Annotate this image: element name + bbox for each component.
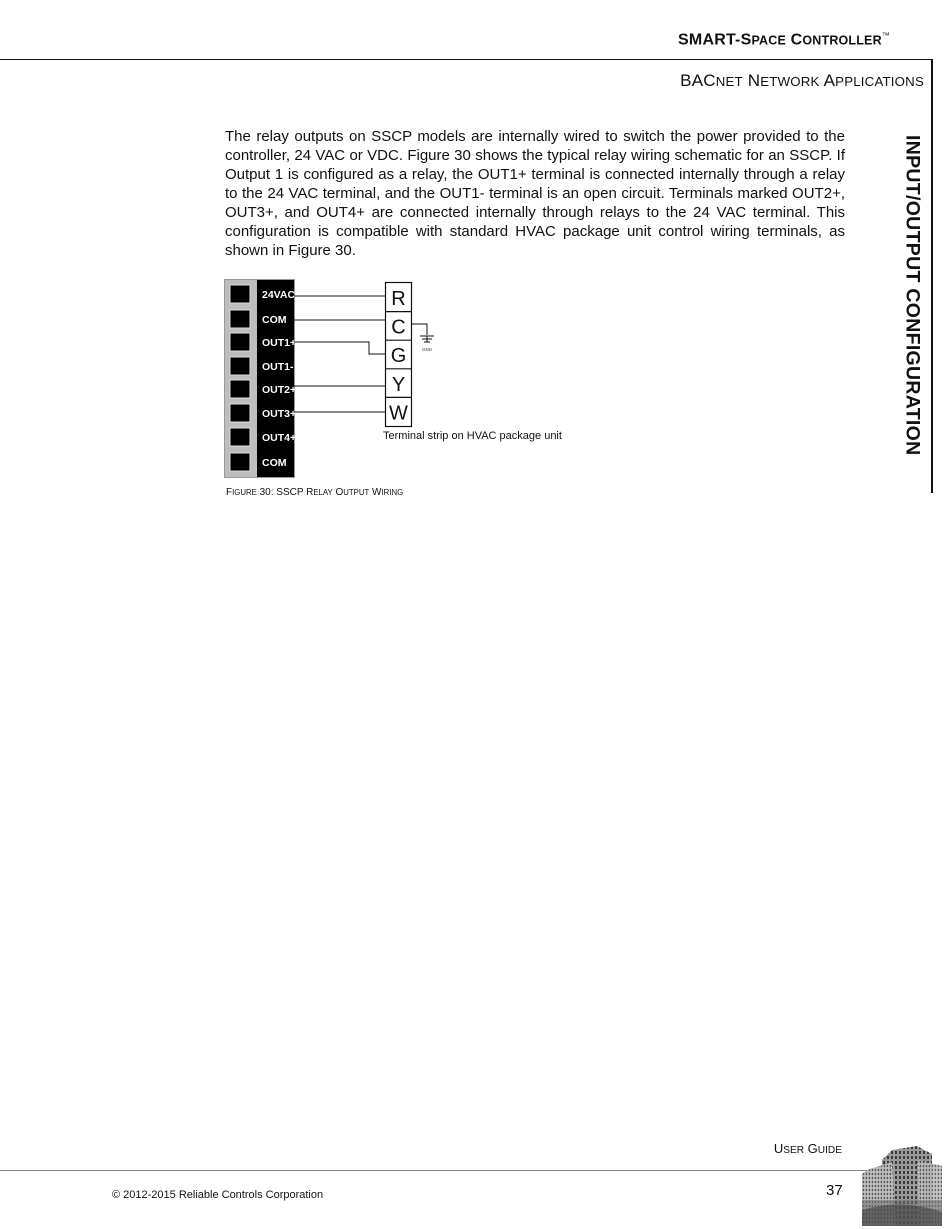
- caption-part: IRING: [381, 488, 404, 497]
- hvac-strip-label: Terminal strip on HVAC package unit: [383, 430, 562, 442]
- footer-label-part: G: [807, 1141, 818, 1156]
- chapter-side-tab: [892, 135, 932, 493]
- caption-part: O: [335, 487, 344, 498]
- section-title-part: A: [823, 71, 836, 90]
- hvac-terminal-label: W: [389, 402, 408, 425]
- controller-terminal-label: OUT1+: [262, 337, 297, 349]
- footer-label-part: UIDE: [817, 1145, 842, 1156]
- controller-terminal-label: OUT4+: [262, 432, 297, 444]
- controller-screw-terminal: [230, 310, 250, 328]
- caption-part: IGURE: [232, 488, 257, 497]
- wire-out1-to-g: [294, 342, 385, 354]
- controller-screw-terminal: [230, 357, 250, 375]
- caption-part: W: [372, 487, 382, 498]
- page-number: 37: [826, 1182, 843, 1199]
- footer-label-part: SER: [783, 1145, 805, 1156]
- product-title-part: PACE: [751, 33, 786, 48]
- controller-terminal-label: COM: [262, 457, 287, 469]
- header-rule: [0, 59, 932, 60]
- product-title-part: ONTROLLER: [802, 33, 882, 48]
- section-title-part: BAC: [680, 71, 716, 90]
- copyright-notice: © 2012-2015 Reliable Controls Corporation: [112, 1189, 324, 1201]
- caption-part: 30: SSCP: [256, 487, 307, 498]
- section-title-part: NET: [715, 74, 743, 89]
- relay-wiring-diagram: [224, 277, 574, 482]
- body-paragraph: The relay outputs on SSCP models are internally wired to switch the power provided to the controller, 24 VAC or VDC. Figure 30 shows the typical relay wiring schematic for an SSCP. If Output 1 is configured as a relay, the OUT1+ terminal is connected internally through a relay to the 24 VAC terminal, and the OUT1- terminal is an open circuit. Terminals marked OUT2+, OUT3+, and OUT4+ are connected internally through relays to the 24 VAC terminal. This configuration is compatible with standard HVAC package unit control wiring terminals, as shown in Figure 30.: [225, 128, 845, 259]
- footer-label-part: U: [773, 1141, 784, 1156]
- hvac-terminal-label: Y: [391, 373, 406, 396]
- caption-part: UTPUT: [343, 488, 370, 497]
- header-section-title: [680, 71, 924, 91]
- footer-user-guide-label: [774, 1141, 842, 1156]
- controller-screw-terminal: [230, 380, 250, 398]
- trademark-symbol: ™: [881, 31, 890, 40]
- product-title-part: C: [790, 31, 803, 49]
- chapter-side-tab-label: INPUT/OUTPUT CONFIGURATION: [901, 135, 924, 456]
- controller-terminal-label: OUT2+: [262, 384, 297, 396]
- caption-part: F: [226, 487, 233, 498]
- hvac-terminal-label: R: [391, 288, 406, 310]
- controller-screw-terminal: [230, 453, 250, 471]
- controller-screw-terminal: [230, 428, 250, 446]
- gnd-label: GND: [422, 347, 432, 352]
- caption-part: R: [306, 487, 314, 498]
- hvac-terminal-labels: [389, 288, 408, 424]
- controller-screw-terminal: [230, 333, 250, 351]
- caption-part: ELAY: [313, 488, 333, 497]
- controller-terminal-label-strip: [257, 280, 297, 477]
- controller-terminal-label: OUT3+: [262, 408, 297, 420]
- wire-c-to-gnd: [412, 324, 427, 335]
- building-photo-icon: [862, 1140, 942, 1226]
- controller-terminal-label: OUT1-: [262, 361, 294, 373]
- ground-icon: [420, 336, 434, 342]
- section-title-part: PPLICATIONS: [835, 74, 924, 89]
- header-product-title: [678, 31, 890, 49]
- controller-terminal-label: 24VAC: [262, 289, 296, 301]
- product-title-part: S: [740, 31, 752, 49]
- section-title-part: N: [747, 71, 761, 90]
- product-title-part: SMART-: [678, 31, 741, 49]
- hvac-terminal-label: C: [391, 316, 406, 339]
- figure-caption: [226, 487, 403, 498]
- controller-screw-terminal: [230, 285, 250, 303]
- controller-terminal-label: COM: [262, 314, 287, 326]
- hvac-terminal-label: G: [390, 345, 407, 368]
- footer-rule: [0, 1170, 866, 1171]
- section-title-part: ETWORK: [760, 74, 820, 89]
- controller-screw-terminal: [230, 404, 250, 422]
